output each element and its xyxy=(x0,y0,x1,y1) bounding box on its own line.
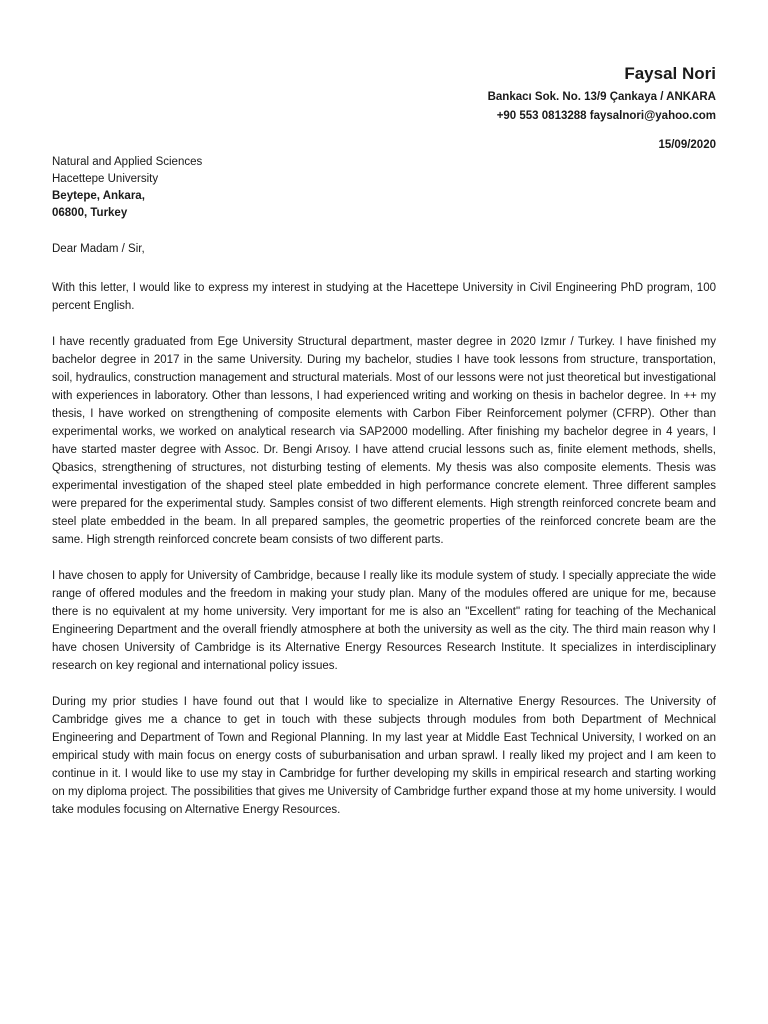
sender-block xyxy=(488,62,716,126)
recipient-line-4: 06800, Turkey xyxy=(52,207,128,219)
letter-date: 15/09/2020 xyxy=(658,139,716,151)
sender-address: Bankacı Sok. No. 13/9 Çankaya / ANKARA xyxy=(487,91,716,103)
recipient-line-2: Hacettepe University xyxy=(52,173,159,185)
sender-contact: +90 553 0813288 faysalnori@yahoo.com xyxy=(496,110,716,122)
recipient-line-3: Beytepe, Ankara, xyxy=(52,190,145,202)
paragraph-2: I have recently graduated from Ege University Structural department, master degree in 2020 Izmır / Turkey. I have finished my bachelor degree in 2017 in the same University. During my bachelor, studies I have took lessons from structure, transportation, soil, hydraulics, construction management and structural materials. Most of our lessons were not just theoretical but investigational with experiences in laboratory. Other than lessons, I had experienced writing and working on thesis in bachelor degree. In ++ my thesis, I have worked on strengthening of composite elements with Carbon Fiber Reinforcement polymer (CFRP). Other than experimental works, we worked on analytical research via SAP2000 modelling. After finishing my bachelor degree in 4 years, I have started master degree with Assoc. Dr. Bengi Arısoy. I have attend crucial lessons such as, finite element methods, shells, Qbasics, strengthening of structures, not disturbing testing of elements. My thesis was also composite elements. Thesis was experimental investigation of the shaped steel plate embedded in high performance concrete element. Three different samples were prepared for the experimental study. Samples consist of two different elements. High strength reinforced concrete beam and steel plate embedded in the beam. In all prepared samples, the geometric properties of the reinforced concrete beam are the same. High strength reinforced concrete beam consists of two different parts. xyxy=(52,336,716,546)
paragraph-1: With this letter, I would like to express my interest in studying at the Hacettepe University in Civil Engineering PhD program, 100 percent English. xyxy=(52,282,716,312)
salutation: Dear Madam / Sir, xyxy=(52,243,145,255)
letter-body xyxy=(52,279,716,837)
paragraph-3: I have chosen to apply for University of Cambridge, because I really like its module system of study. I specially appreciate the wide range of offered modules and the freedom in making your study plan. Many of the modules offered are unique for me, because there is no equivalent at my home university. Very important for me is also an "Excellent" rating for teaching of the Mechanical Engineering Department and the overall friendly atmosphere at both the university as well as the city. The third main reason why I have chosen University of Cambridge is its Alternative Energy Resources Research Institute. It specializes in interdisciplinary research on key regional and international policy issues. xyxy=(52,570,716,672)
paragraph-4: During my prior studies I have found out that I would like to specialize in Alternative Energy Resources. The University of Cambridge gives me a chance to get in touch with these subjects through modules from both Department of Mechnical Engineering and Department of Town and Regional Planning. In my last year at Middle East Technical University, I worked on an empirical study with main focus on energy costs of suburbanisation and urban sprawl. I really liked my project and I am keen to continue in it. I would like to use my stay in Cambridge for further developing my skills in empirical research and starting working on my diploma project. The possibilities that gives me University of Cambridge further expand those at my home university. I would take modules focusing on Alternative Energy Resources. xyxy=(52,696,716,816)
recipient-line-1: Natural and Applied Sciences xyxy=(52,156,203,168)
recipient-block xyxy=(52,154,202,222)
sender-name: Faysal Nori xyxy=(624,64,716,83)
